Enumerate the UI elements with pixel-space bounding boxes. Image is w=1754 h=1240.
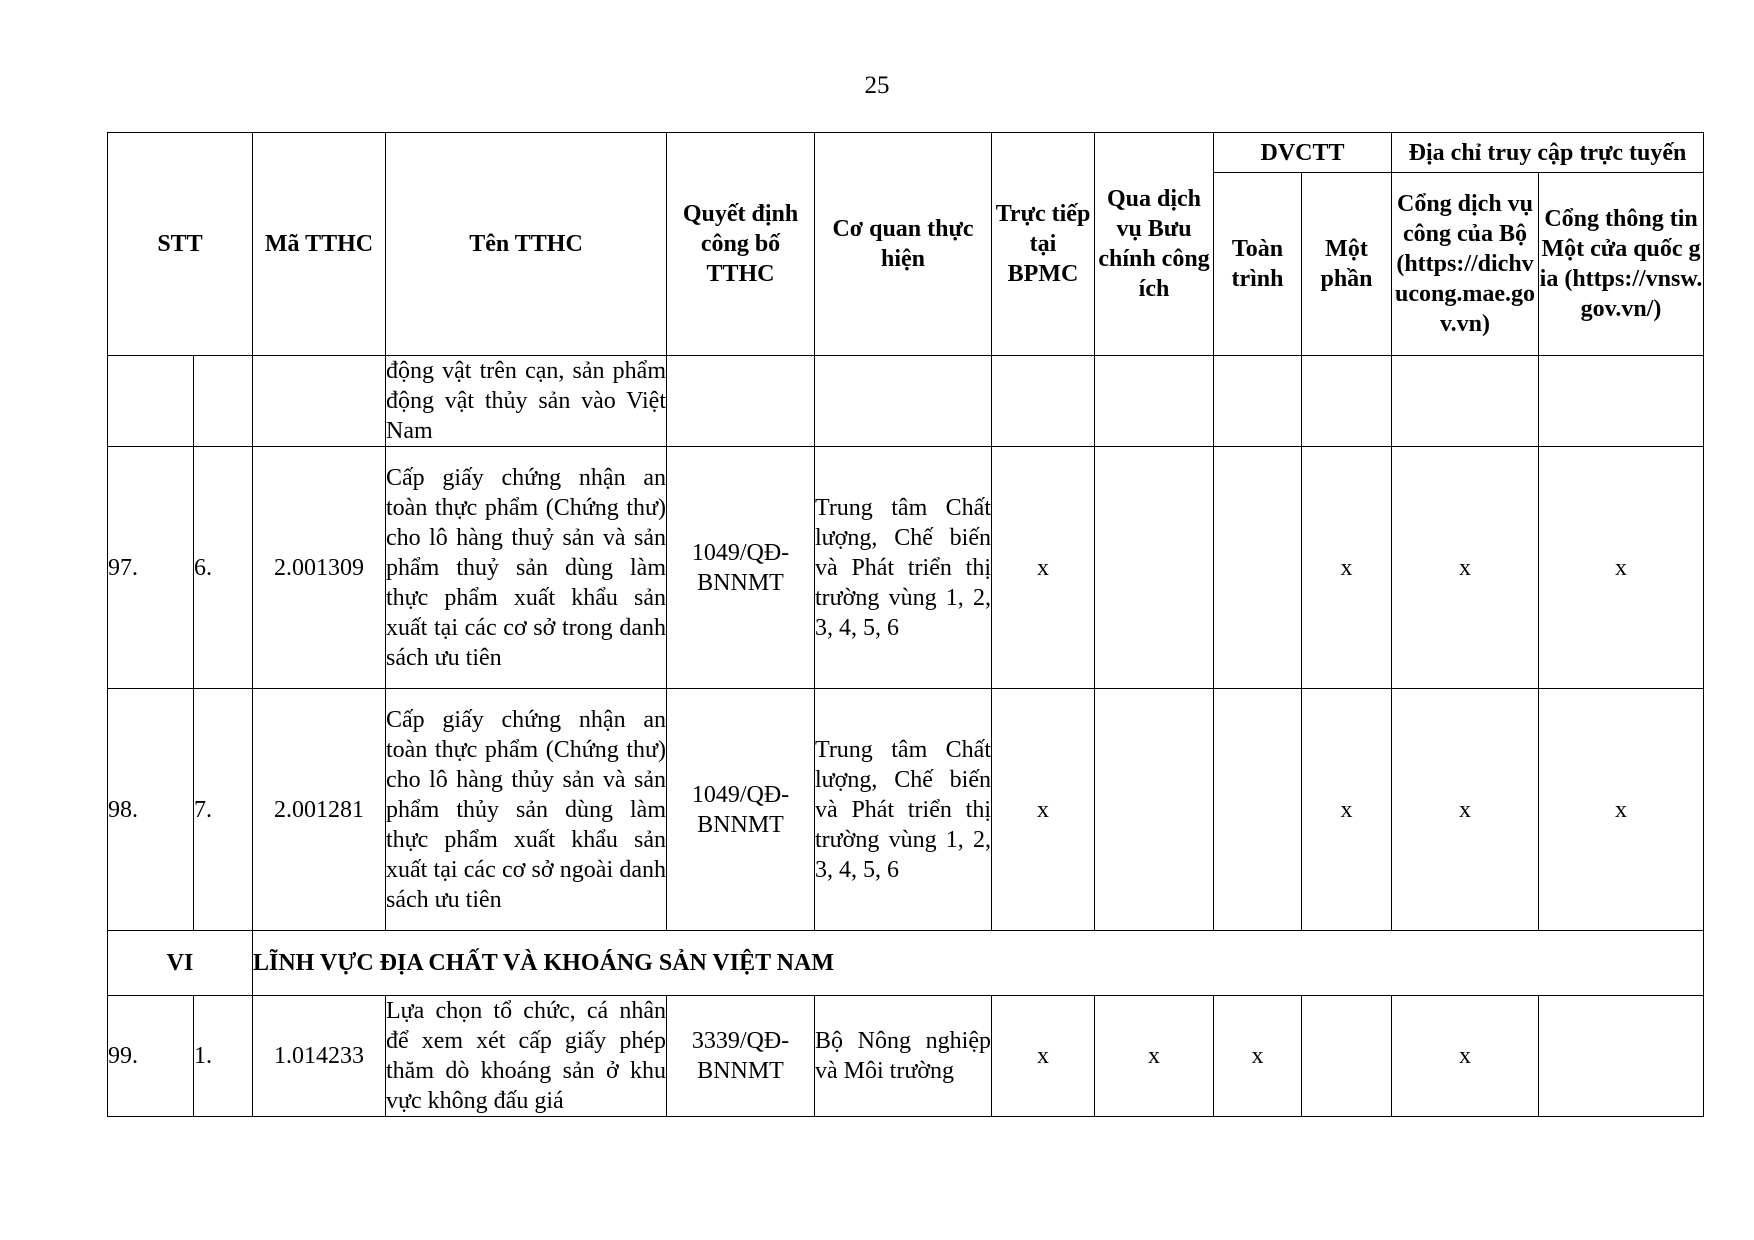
cell-code: 2.001309 bbox=[253, 447, 386, 689]
cell-sub bbox=[194, 356, 253, 447]
cell-nsw: x bbox=[1539, 689, 1704, 931]
cell-name: động vật trên cạn, sản phẩm động vật thủy sản vào Việt Nam bbox=[386, 356, 667, 447]
cell-code: 2.001281 bbox=[253, 689, 386, 931]
cell-partial bbox=[1302, 356, 1392, 447]
cell-agency: Trung tâm Chất lượng, Chế biến và Phát triển thị trường vùng 1, 2, 3, 4, 5, 6 bbox=[815, 689, 992, 931]
cell-postal bbox=[1095, 689, 1214, 931]
cell-full: x bbox=[1214, 996, 1302, 1117]
table-row bbox=[108, 996, 1704, 1117]
cell-stt: 98. bbox=[108, 689, 194, 931]
procedure-table bbox=[107, 132, 1704, 1117]
header-dvctt: DVCTT bbox=[1214, 133, 1392, 173]
header-mot-phan: Một phần bbox=[1302, 173, 1392, 356]
cell-postal bbox=[1095, 447, 1214, 689]
cell-direct bbox=[992, 356, 1095, 447]
cell-full bbox=[1214, 689, 1302, 931]
cell-agency bbox=[815, 356, 992, 447]
table-row bbox=[108, 356, 1704, 447]
header-cong-dich-vu-cong: Cổng dịch vụ công của Bộ (https://dichvucong.mae.gov.vn) bbox=[1392, 173, 1539, 356]
cell-decision: 1049/QĐ-BNNMT bbox=[667, 447, 815, 689]
cell-postal: x bbox=[1095, 996, 1214, 1117]
cell-code bbox=[253, 356, 386, 447]
cell-partial bbox=[1302, 996, 1392, 1117]
cell-stt: 97. bbox=[108, 447, 194, 689]
table-row bbox=[108, 689, 1704, 931]
header-toan-trinh: Toàn trình bbox=[1214, 173, 1302, 356]
header-co-quan: Cơ quan thực hiện bbox=[815, 133, 992, 356]
header-cong-thong-tin: Cổng thông tin Một cửa quốc gia (https://vnsw.gov.vn/) bbox=[1539, 173, 1704, 356]
cell-stt bbox=[108, 356, 194, 447]
cell-direct: x bbox=[992, 447, 1095, 689]
cell-nsw bbox=[1539, 996, 1704, 1117]
cell-partial: x bbox=[1302, 689, 1392, 931]
header-dia-chi: Địa chỉ truy cập trực tuyến bbox=[1392, 133, 1704, 173]
cell-agency: Trung tâm Chất lượng, Chế biến và Phát triển thị trường vùng 1, 2, 3, 4, 5, 6 bbox=[815, 447, 992, 689]
cell-decision bbox=[667, 356, 815, 447]
cell-decision: 1049/QĐ-BNNMT bbox=[667, 689, 815, 931]
cell-postal bbox=[1095, 356, 1214, 447]
header-truc-tiep: Trực tiếp tại BPMC bbox=[992, 133, 1095, 356]
cell-direct: x bbox=[992, 689, 1095, 931]
cell-sub: 7. bbox=[194, 689, 253, 931]
cell-name: Lựa chọn tổ chức, cá nhân để xem xét cấp giấy phép thăm dò khoáng sản ở khu vực không đấu giá bbox=[386, 996, 667, 1117]
cell-name: Cấp giấy chứng nhận an toàn thực phẩm (Chứng thư) cho lô hàng thủy sản và sản phẩm thủy sản dùng làm thực phẩm xuất khẩu sản xuất tại các cơ sở ngoài danh sách ưu tiên bbox=[386, 689, 667, 931]
cell-full bbox=[1214, 447, 1302, 689]
cell-sub: 1. bbox=[194, 996, 253, 1117]
cell-partial: x bbox=[1302, 447, 1392, 689]
cell-code: 1.014233 bbox=[253, 996, 386, 1117]
cell-sub: 6. bbox=[194, 447, 253, 689]
header-buu-chinh: Qua dịch vụ Bưu chính công ích bbox=[1095, 133, 1214, 356]
section-row bbox=[108, 931, 1704, 996]
section-title: LĨNH VỰC ĐỊA CHẤT VÀ KHOÁNG SẢN VIỆT NAM bbox=[253, 931, 1704, 996]
cell-stt: 99. bbox=[108, 996, 194, 1117]
cell-decision: 3339/QĐ-BNNMT bbox=[667, 996, 815, 1117]
table-row bbox=[108, 447, 1704, 689]
section-code: VI bbox=[108, 931, 253, 996]
cell-full bbox=[1214, 356, 1302, 447]
cell-nsw bbox=[1539, 356, 1704, 447]
page-number: 25 bbox=[864, 72, 890, 99]
cell-name: Cấp giấy chứng nhận an toàn thực phẩm (Chứng thư) cho lô hàng thuỷ sản và sản phẩm thuỷ sản dùng làm thực phẩm xuất khẩu sản xuất tại các cơ sở trong danh sách ưu tiên bbox=[386, 447, 667, 689]
cell-portal bbox=[1392, 356, 1539, 447]
cell-agency: Bộ Nông nghiệp và Môi trường bbox=[815, 996, 992, 1117]
cell-portal: x bbox=[1392, 996, 1539, 1117]
cell-portal: x bbox=[1392, 689, 1539, 931]
cell-portal: x bbox=[1392, 447, 1539, 689]
cell-nsw: x bbox=[1539, 447, 1704, 689]
cell-direct: x bbox=[992, 996, 1095, 1117]
header-stt: STT bbox=[108, 133, 253, 356]
header-ten-tthc: Tên TTHC bbox=[386, 133, 667, 356]
header-ma-tthc: Mã TTHC bbox=[253, 133, 386, 356]
header-quyet-dinh: Quyết định công bố TTHC bbox=[667, 133, 815, 356]
